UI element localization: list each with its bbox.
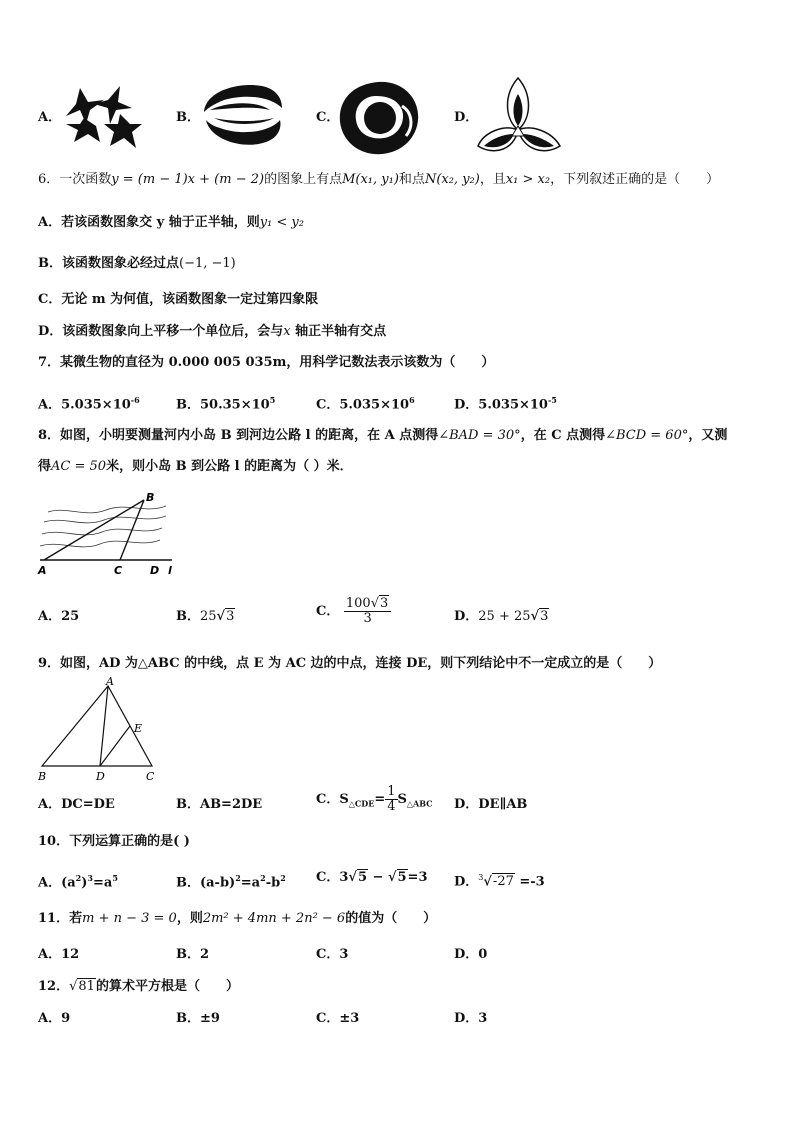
q10-option-b-p2: 2 bbox=[260, 873, 266, 883]
q9-median-ad bbox=[100, 686, 108, 766]
q7-option-b-label: B． bbox=[176, 397, 200, 413]
q8-stem2-b: 米，则小岛 B 到公路 l 的距离为（ ）米． bbox=[106, 459, 353, 474]
q8-distance: AC = 50 bbox=[51, 459, 107, 474]
q9-stem: 9．如图，AD 为△ABC 的中线，点 E 为 AC 边的中点，连接 DE，则下列结论中不一定成立的是（ ） bbox=[38, 656, 662, 671]
q10-option-a-p1: 2 bbox=[75, 873, 82, 883]
q8-stem-line2 bbox=[38, 458, 353, 476]
q6-stem bbox=[38, 171, 719, 189]
four-point-stars-icon bbox=[60, 80, 144, 156]
q8-label-d: D bbox=[150, 564, 160, 577]
q8-option-b-label: B． bbox=[176, 609, 200, 624]
q9-label-a: A bbox=[106, 676, 114, 688]
q7-option-d-label: D． bbox=[454, 397, 479, 413]
q7-option-c-mantissa: 5.035×10 bbox=[339, 397, 410, 413]
q8-label-a: A bbox=[38, 564, 47, 577]
q10-option-d-index: 3 bbox=[478, 873, 484, 882]
q9-option-c-s: S bbox=[397, 792, 407, 807]
q8-stem1-a: 8．如图，小明要测量河内小岛 B 到河边公路 l 的距离，在 A 点测得 bbox=[38, 428, 439, 443]
q5-option-a-label: A． bbox=[38, 110, 62, 125]
q7-option-a-label: A． bbox=[38, 397, 62, 413]
q6-function-expr: y = (m − 1)x + (m − 2) bbox=[111, 172, 265, 187]
q7-option-b bbox=[176, 391, 275, 414]
q7-option-b-mantissa: 50.35×10 bbox=[200, 397, 270, 413]
q10-option-c-label: C．3 bbox=[316, 870, 349, 885]
q6-option-d-suffix: 轴正半轴有交点 bbox=[290, 324, 387, 339]
q10-option-b bbox=[176, 869, 286, 892]
q8-angle1: ∠BAD = 30° bbox=[438, 428, 521, 443]
q10-option-d-rad: -27 bbox=[492, 874, 514, 890]
q5-option-b-label: B． bbox=[176, 110, 200, 125]
q10-option-a-rest: ) bbox=[81, 875, 88, 891]
q7-option-d-exp: -5 bbox=[547, 395, 557, 405]
q11-option-b: B．2 bbox=[176, 947, 210, 962]
q10-option-b-eq: =a bbox=[240, 875, 261, 891]
split-ellipse-icon bbox=[200, 80, 284, 150]
q6-option-b bbox=[38, 255, 236, 273]
three-petal-icon bbox=[474, 74, 564, 160]
q7-stem: 7．某微生物的直径为 0.000 005 035m，用科学记数法表示该数为（ ） bbox=[38, 355, 495, 370]
q8-option-a: A．25 bbox=[38, 609, 80, 624]
q7-option-a-exp: -6 bbox=[130, 395, 140, 405]
q7-option-c bbox=[316, 391, 415, 414]
q10-option-b-p3: 2 bbox=[280, 873, 286, 883]
q11-option-d: D．0 bbox=[454, 947, 488, 962]
q8-option-b-rad: 3 bbox=[226, 609, 235, 624]
q6-stem-suffix: ，下列叙述正确的是（ ） bbox=[550, 172, 720, 187]
q8-river-figure bbox=[36, 488, 186, 578]
q12-option-d: D．3 bbox=[454, 1011, 488, 1026]
q10-option-a-eq: =a bbox=[92, 875, 113, 891]
q9-label-b: B bbox=[38, 770, 47, 783]
q6-point-n: N(x₂, y₂) bbox=[424, 172, 480, 187]
q8-option-b: B．25√3 bbox=[176, 609, 235, 624]
q6-option-d bbox=[38, 323, 386, 341]
q6-stem-mid3: ，且 bbox=[479, 172, 506, 187]
q6-option-a bbox=[38, 214, 304, 232]
q12-stem: 12．√81的算术平方根是（ ） bbox=[38, 979, 239, 994]
q8-option-d-expr: 25 + 25 bbox=[478, 609, 531, 624]
q8-angle2: ∠BCD = 60° bbox=[605, 428, 689, 443]
q11-stem bbox=[38, 910, 436, 928]
q10-option-a bbox=[38, 869, 118, 892]
q12-option-c: C．±3 bbox=[316, 1011, 360, 1026]
q12-radicand: 81 bbox=[78, 979, 95, 994]
q10-option-a-label: A．(a bbox=[38, 875, 76, 891]
q10-option-d: D．$^3$√-27 =-3 bbox=[454, 873, 545, 890]
q12-option-b: B．±9 bbox=[176, 1011, 220, 1026]
q8-option-c-label: C． bbox=[316, 604, 340, 619]
q7-option-d-mantissa: 5.035×10 bbox=[478, 397, 548, 413]
q9-option-c-fraction bbox=[385, 785, 397, 814]
q11-option-a: A．12 bbox=[38, 947, 80, 962]
q11-stem-b: ，则 bbox=[176, 911, 203, 926]
q10-option-a-p2: 3 bbox=[87, 873, 93, 883]
q6-option-d-x: x bbox=[283, 324, 291, 339]
q11-option-c: C．3 bbox=[316, 947, 349, 962]
q6-option-a-text: A．若该函数图象交 y 轴于正半轴，则 bbox=[38, 215, 260, 230]
q9-option-a: A．DC=DE bbox=[38, 797, 115, 812]
q8-option-c-num-coef: 100 bbox=[345, 596, 371, 611]
q8-option-d-label: D． bbox=[454, 609, 479, 624]
q11-expression: 2m² + 4mn + 2n² − 6 bbox=[202, 911, 346, 926]
q8-label-b: B bbox=[146, 491, 155, 504]
q10-option-d-eq: =-3 bbox=[514, 874, 545, 890]
q6-option-b-expr: (−1, −1) bbox=[179, 256, 236, 271]
q9-label-d: D bbox=[96, 770, 105, 783]
q8-option-c-den: 3 bbox=[363, 611, 372, 626]
q8-line-cb bbox=[120, 500, 144, 560]
q7-option-a bbox=[38, 391, 140, 414]
q9-label-e: E bbox=[134, 722, 143, 735]
q9-option-c-den: 4 bbox=[387, 799, 396, 814]
q10-option-c-minus: − bbox=[368, 870, 388, 885]
q9-option-c-sub1: △CDE bbox=[348, 798, 375, 809]
q9-label-c: C bbox=[146, 770, 155, 783]
q8-label-l: l bbox=[168, 564, 172, 577]
q8-label-c: C bbox=[114, 564, 123, 577]
q10-option-b-p1: 2 bbox=[235, 873, 241, 883]
q8-option-c bbox=[316, 597, 391, 626]
q9-segment-de bbox=[100, 726, 130, 766]
q12-stem-b: 的算术平方根是（ ） bbox=[95, 979, 239, 994]
q8-option-c-num-rad: 3 bbox=[380, 596, 389, 611]
q11-stem-c: 的值为（ ） bbox=[345, 911, 437, 926]
q9-option-b: B．AB=2DE bbox=[176, 797, 263, 812]
q6-condition: x₁ > x₂ bbox=[505, 172, 551, 187]
q5-option-c-label: C． bbox=[316, 110, 340, 125]
q9-option-c-sub2: △ABC bbox=[406, 798, 433, 809]
swirl-circle-icon bbox=[336, 78, 422, 158]
q10-option-c-r2: 5 bbox=[397, 870, 407, 885]
q6-point-m: M(x₁, y₁) bbox=[342, 172, 399, 187]
q8-stem1-b: ，在 C 点测得 bbox=[520, 428, 606, 443]
q10-option-c: C．3√5 − √5=3 bbox=[316, 870, 428, 885]
q7-option-c-label: C． bbox=[316, 397, 340, 413]
q10-option-c-eq: =3 bbox=[407, 870, 428, 885]
q12-option-a: A．9 bbox=[38, 1011, 71, 1026]
q11-condition: m + n − 3 = 0 bbox=[82, 911, 177, 926]
q9-option-d: D．DE∥AB bbox=[454, 797, 528, 812]
q6-option-d-text: D．该函数图象向上平移一个单位后，会与 bbox=[38, 324, 284, 339]
q9-option-c-eq: = bbox=[374, 792, 386, 807]
q6-stem-mid1: 的图象上有点 bbox=[264, 172, 343, 187]
q10-option-a-p3: 5 bbox=[112, 873, 118, 883]
q7-option-b-exp: 5 bbox=[269, 395, 276, 405]
q8-option-c-fraction: $\frac{100√3}{3}$ bbox=[344, 597, 391, 626]
q9-option-c bbox=[316, 785, 433, 814]
q6-stem-prefix: 6．一次函数 bbox=[38, 172, 112, 187]
q8-option-d-rad: 3 bbox=[540, 609, 549, 624]
q6-option-a-expr: y₁ < y₂ bbox=[259, 215, 304, 230]
q12-stem-a: 12． bbox=[38, 979, 70, 994]
q8-stem1-c: ，又测 bbox=[688, 428, 728, 443]
q9-option-c-num: 1 bbox=[387, 784, 396, 799]
q10-option-b-label: B．(a-b) bbox=[176, 875, 236, 891]
q8-option-b-coef: 25 bbox=[200, 609, 217, 624]
q9-triangle-figure bbox=[36, 676, 160, 784]
q8-stem2-a: 得 bbox=[38, 459, 52, 474]
q9-option-c-label: C．S bbox=[316, 792, 349, 807]
q10-option-b-minus: -b bbox=[265, 875, 281, 891]
q10-option-d-label: D． bbox=[454, 874, 479, 890]
q5-option-d-label: D． bbox=[454, 110, 479, 125]
q6-stem-mid2: 和点 bbox=[398, 172, 425, 187]
q6-option-b-text: B．该函数图象必经过点 bbox=[38, 256, 179, 271]
q11-stem-a: 11．若 bbox=[38, 911, 83, 926]
q10-stem: 10．下列运算正确的是( ) bbox=[38, 834, 190, 849]
q6-option-c: C．无论 m 为何值，该函数图象一定过第四象限 bbox=[38, 292, 319, 307]
q7-option-c-exp: 6 bbox=[409, 395, 415, 405]
q8-option-d: D．25 + 25√3 bbox=[454, 609, 549, 624]
q8-stem-line1 bbox=[38, 427, 727, 445]
q7-option-d bbox=[454, 391, 557, 414]
q10-option-c-r1: 5 bbox=[357, 870, 367, 885]
q7-option-a-mantissa: 5.035×10 bbox=[61, 397, 131, 413]
